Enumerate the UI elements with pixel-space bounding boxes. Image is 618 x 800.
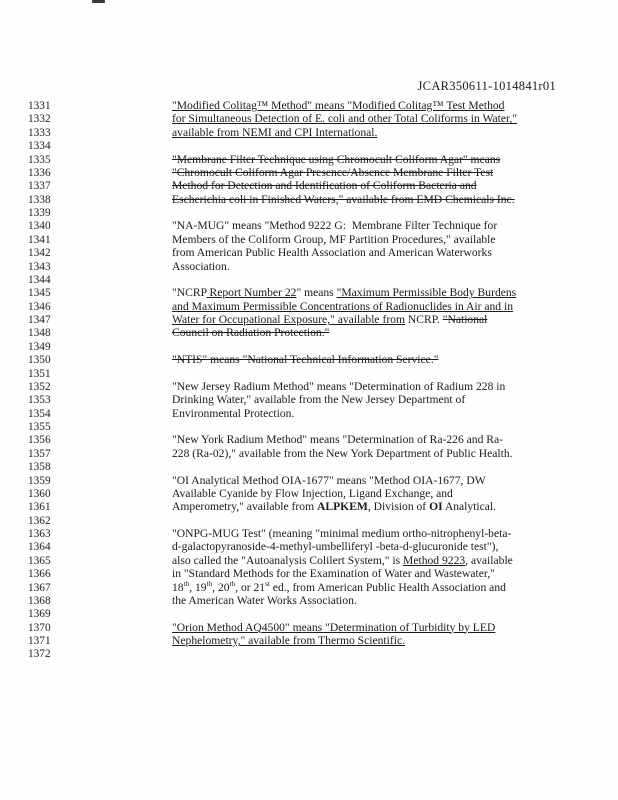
line-number: 1350 (28, 354, 51, 367)
text-segment: in "Standard Methods for the Examination of Water and Wastewater," (172, 567, 495, 581)
line-text (172, 219, 497, 232)
text-segment: also called the "Autoanalysis Colilert System," is (172, 553, 404, 567)
text-segment: ALPKEM (316, 500, 368, 514)
line-number: 1331 (28, 100, 51, 112)
line-text (172, 353, 438, 366)
text-segment: Amperometry," available from (172, 500, 317, 514)
text-segment: , available (465, 553, 513, 567)
line-number: 1342 (28, 247, 51, 260)
line-number: 1357 (28, 447, 51, 460)
text-segment: , or 21 (235, 580, 266, 594)
line-number: 1343 (28, 260, 51, 273)
text-segment: from American Public Health Association and American Waterworks (172, 246, 492, 260)
line-text (172, 233, 496, 246)
text-segment: Method for Detection and Identification of Coliform Bacteria and (172, 179, 477, 193)
text-segment: 228 (Ra-02)," available from the New York Department of Public Health. (172, 446, 513, 460)
line-text (172, 300, 513, 313)
line-text (172, 621, 495, 634)
line-number: 1355 (28, 421, 51, 433)
line-text (172, 286, 516, 299)
document-line (28, 300, 608, 313)
text-segment: "Maximum Permissible Body Burdens (336, 286, 517, 300)
line-text (172, 554, 513, 567)
text-segment: Association. (172, 259, 230, 273)
line-text (172, 153, 500, 166)
text-segment: "New Jersey Radium Method" means "Determination of Radium 228 in (172, 379, 506, 393)
text-segment: th (183, 579, 190, 588)
document-line (28, 99, 608, 112)
document-line (28, 527, 608, 540)
line-number: 1363 (28, 528, 51, 540)
line-number: 1347 (28, 314, 51, 326)
line-text (172, 326, 329, 339)
document-line (28, 380, 608, 393)
document-line (28, 540, 608, 553)
document-line (28, 313, 608, 326)
line-number: 1354 (28, 407, 51, 420)
line-text (172, 447, 513, 460)
document-line (28, 554, 608, 567)
text-segment: Council on Radiation Protection." (172, 326, 330, 340)
text-segment: Method 9223 (403, 553, 466, 567)
text-segment: for Simultaneous Detection of E. coli and other Total Coliforms in Water," (172, 112, 518, 126)
line-text (172, 567, 495, 580)
line-text (172, 540, 498, 553)
line-text (172, 581, 506, 594)
document-line (28, 567, 608, 580)
line-text (172, 634, 405, 647)
line-number: 1365 (28, 554, 51, 567)
text-segment: OI (429, 500, 443, 514)
document-line (28, 433, 608, 446)
document-lines (28, 99, 608, 661)
document-line (28, 233, 608, 246)
line-number: 1361 (28, 501, 51, 514)
document-line (28, 153, 608, 166)
text-segment: Escherichia coli in Finished Waters," available from EMD Chemicals Inc. (172, 192, 515, 206)
line-number: 1371 (28, 635, 51, 647)
line-text (172, 527, 511, 540)
document-line (28, 393, 608, 406)
text-segment: "New York Radium Method" means "Determination of Ra-226 and Ra- (172, 433, 504, 447)
line-number: 1368 (28, 594, 51, 607)
line-number: 1367 (28, 581, 51, 594)
document-line (28, 219, 608, 232)
text-segment: "Orion Method AQ4500" means "Determination of Turbidity by LED (172, 620, 496, 634)
text-segment: Nephelometry," available from Thermo Scientific. (172, 634, 405, 647)
line-number: 1349 (28, 340, 51, 353)
text-segment: "Chromocult Coliform Agar Presence/Absence Membrane Filter Test (172, 165, 494, 179)
text-segment: st (265, 579, 270, 588)
line-number: 1335 (28, 153, 51, 166)
line-text (172, 487, 453, 500)
line-number: 1334 (28, 140, 51, 153)
document-line (28, 286, 608, 299)
line-number: 1340 (28, 220, 51, 233)
document-line (28, 621, 608, 634)
document-line (28, 474, 608, 487)
line-number: 1348 (28, 327, 51, 340)
line-number: 1352 (28, 380, 51, 393)
document-line (28, 487, 608, 500)
document-line (28, 126, 608, 139)
text-segment: NCRP. (405, 313, 443, 326)
line-text (172, 500, 496, 513)
document-line (28, 420, 608, 433)
line-text (172, 246, 492, 259)
line-number: 1337 (28, 180, 51, 193)
line-number: 1346 (28, 300, 51, 313)
line-text (172, 594, 357, 607)
text-segment: , 20 (212, 580, 230, 594)
line-text (172, 260, 230, 273)
line-number: 1341 (28, 233, 51, 246)
text-segment: 18 (172, 580, 184, 594)
text-segment: "National (442, 313, 488, 326)
line-number: 1338 (28, 193, 51, 206)
line-number: 1364 (28, 541, 51, 554)
text-segment: "NTIS" means "National Technical Information Service." (172, 353, 439, 367)
text-segment: "NCRP (172, 286, 207, 300)
document-line (28, 514, 608, 527)
text-segment: "Membrane Filter Technique using Chromocult Coliform Agar" means (172, 152, 501, 166)
line-text (172, 380, 505, 393)
document-line (28, 500, 608, 513)
document-line (28, 353, 608, 366)
document-line (28, 447, 608, 460)
line-number: 1339 (28, 207, 51, 219)
text-segment: , Division of (367, 500, 430, 514)
text-segment: Water for Occupational Exposure," available from (172, 313, 406, 326)
document-line (28, 112, 608, 125)
text-segment: "OI Analytical Method OIA-1677" means "Method OIA-1677, DW (172, 473, 486, 487)
line-text (172, 407, 294, 420)
line-text (172, 433, 503, 446)
line-number: 1336 (28, 166, 51, 179)
text-segment: available from NEMI and CPI International. (172, 125, 378, 139)
line-number: 1358 (28, 461, 51, 474)
document-line (28, 273, 608, 286)
text-segment: the American Water Works Association. (172, 593, 357, 607)
line-number: 1344 (28, 273, 51, 286)
text-segment: " means (296, 286, 337, 300)
text-segment: Members of the Coliform Group, MF Partition Procedures," available (172, 232, 496, 246)
line-text (172, 313, 487, 326)
document-line (28, 581, 608, 594)
line-text (172, 126, 377, 139)
line-number: 1366 (28, 568, 51, 581)
line-number: 1372 (28, 648, 51, 661)
document-line (28, 367, 608, 380)
document-line (28, 634, 608, 647)
line-number: 1370 (28, 621, 51, 634)
line-number: 1360 (28, 487, 51, 500)
line-number: 1362 (28, 514, 51, 527)
line-text (172, 393, 465, 406)
document-reference-number: JCAR350611-1014841r01 (417, 79, 556, 93)
line-text (172, 474, 486, 487)
document-line (28, 260, 608, 273)
line-number: 1353 (28, 394, 51, 407)
text-segment: th (229, 579, 236, 588)
text-segment: d-galactopyranoside-4-methyl-umbelliferyl -beta-d-glucuronide test"), (172, 540, 499, 554)
line-number: 1356 (28, 434, 51, 447)
document-line (28, 193, 608, 206)
text-segment: and Maximum Permissible Concentrations of Radionuclides in Air and in (172, 299, 514, 313)
text-segment: Drinking Water," available from the New Jersey Department of (172, 393, 466, 407)
text-segment: Analytical. (442, 500, 497, 514)
line-text (172, 166, 493, 179)
document-line (28, 460, 608, 473)
document-line (28, 179, 608, 192)
line-text (172, 99, 504, 112)
document-line (28, 647, 608, 660)
text-segment: , 19 (189, 580, 207, 594)
document-line (28, 326, 608, 339)
text-segment: th (206, 579, 213, 588)
line-number: 1359 (28, 474, 51, 487)
line-number: 1351 (28, 367, 51, 380)
text-segment: ed., from American Public Health Association and (269, 580, 506, 594)
document-line (28, 607, 608, 620)
text-segment: Environmental Protection. (172, 406, 295, 420)
line-number: 1369 (28, 608, 51, 621)
text-segment: "Modified Colitag™ Method" means "Modified Colitag™ Test Method (172, 99, 505, 112)
line-number: 1345 (28, 287, 51, 300)
line-number: 1332 (28, 113, 51, 126)
document-line (28, 407, 608, 420)
document-line (28, 166, 608, 179)
line-text (172, 179, 477, 192)
document-line (28, 139, 608, 152)
scan-artifact (92, 0, 105, 3)
text-segment: Report Number 22 (206, 286, 297, 300)
text-segment: "ONPG-MUG Test" (meaning "minimal medium ortho-nitrophenyl-beta- (172, 527, 512, 540)
line-number: 1333 (28, 126, 51, 139)
line-text (172, 112, 517, 125)
document-line (28, 594, 608, 607)
text-segment: "NA-MUG" means "Method 9222 G: Membrane Filter Technique for (172, 219, 498, 233)
text-segment: Available Cyanide by Flow Injection, Ligand Exchange, and (172, 486, 453, 500)
document-line (28, 246, 608, 259)
document-line (28, 206, 608, 219)
document-line (28, 340, 608, 353)
line-text (172, 193, 515, 206)
